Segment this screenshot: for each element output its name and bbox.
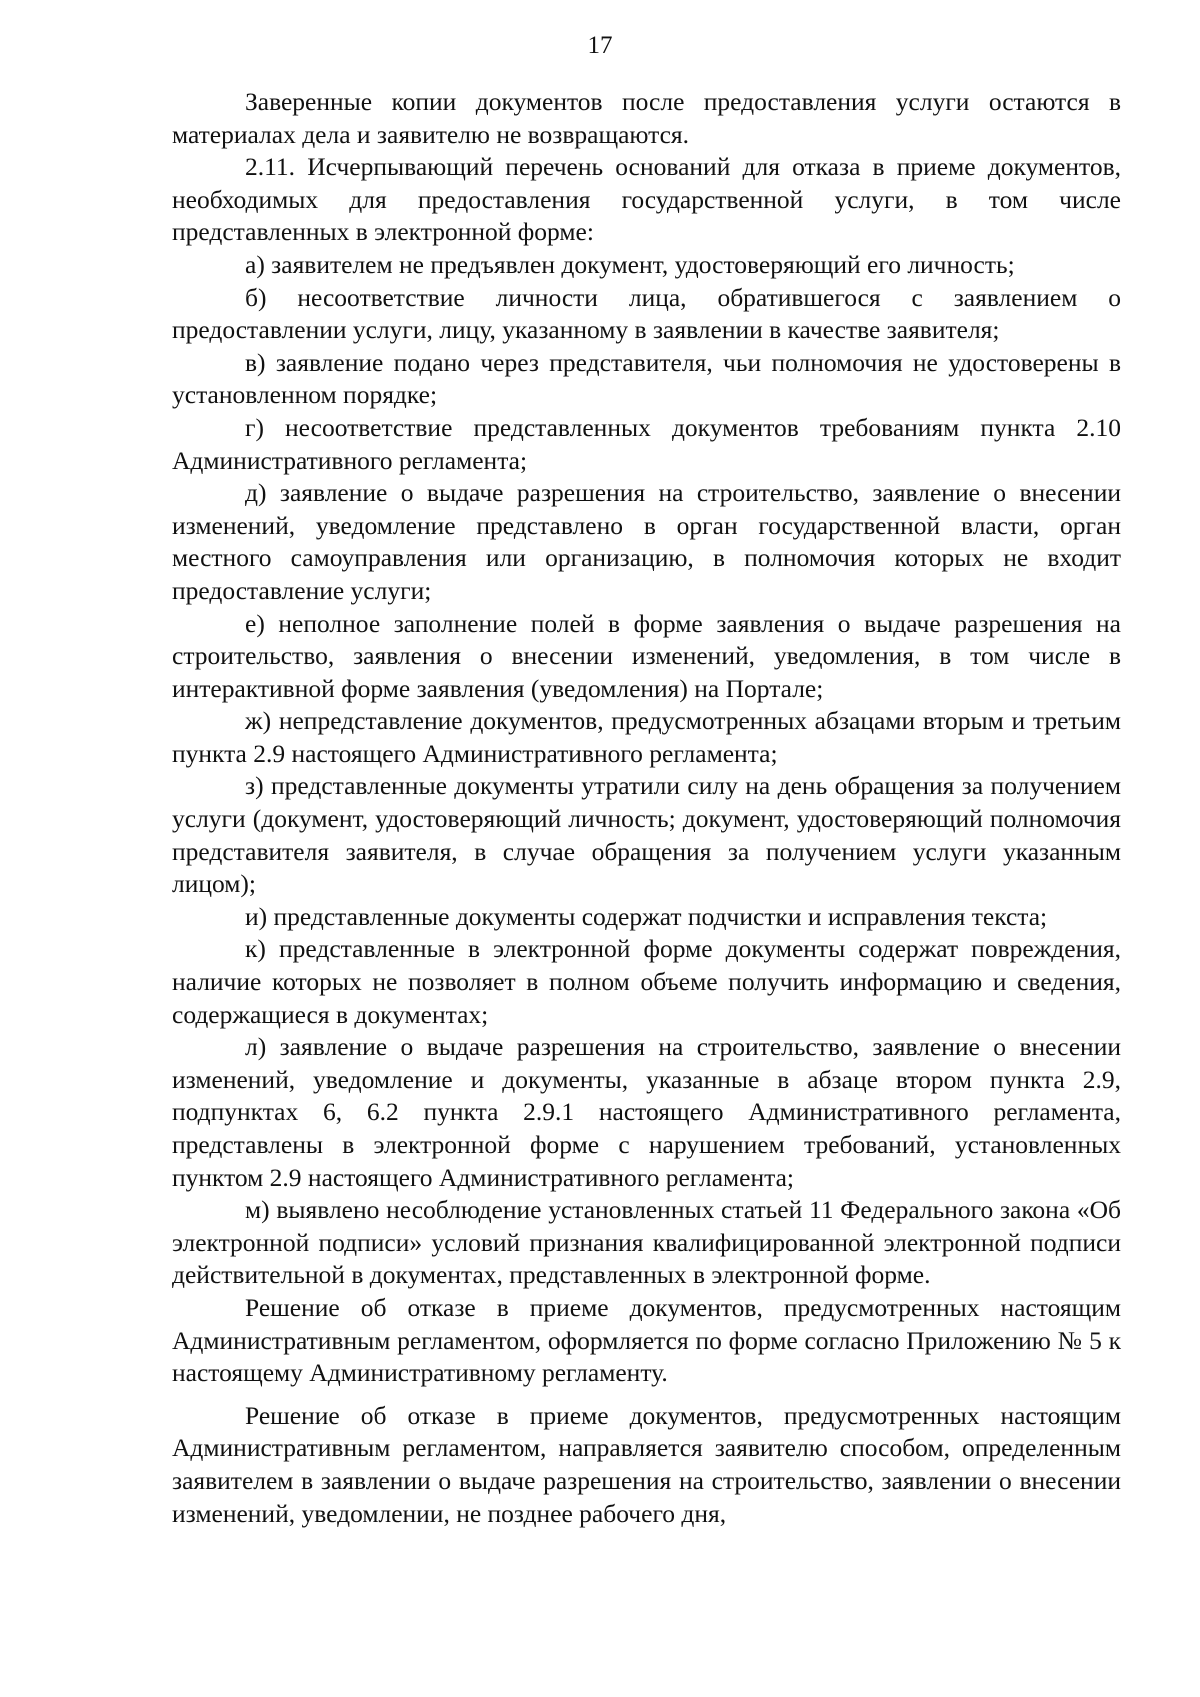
list-item-g: г) несоответствие представленных документов требованиям пункта 2.10 Административного регламента; — [172, 412, 1121, 475]
list-item-l: л) заявление о выдаче разрешения на строительство, заявление о внесении изменений, уведомление и документы, указанные в абзаце втором пункта 2.9, подпунктах 6, 6.2 пункта 2.9.1 настоящего Административного регламента, представлены в электронной форме с нарушением требований, установленных пунктом 2.9 настоящего Административного регламента; — [172, 1032, 1121, 1192]
list-item-m: м) выявлено несоблюдение установленных статьей 11 Федерального закона «Об электронной подписи» условий признания квалифицированной электронной подписи действительной в документах, представленных в электронной форме. — [172, 1195, 1121, 1290]
list-item-d: д) заявление о выдаче разрешения на строительство, заявление о внесении изменений, уведомление представлено в орган государственной власти, орган местного самоуправления или организацию, в полномочия которых не входит предоставление услуги; — [172, 478, 1121, 605]
list-item-v: в) заявление подано через представителя, чьи полномочия не удостоверены в установленном порядке; — [172, 347, 1121, 410]
list-item-z: з) представленные документы утратили силу на день обращения за получением услуги (документ, удостоверяющий личность; документ, удостоверяющий полномочия представителя заявителя, в случае обращения за получением услуги указанным лицом); — [172, 771, 1121, 899]
list-item-zh: ж) непредставление документов, предусмотренных абзацами вторым и третьим пункта 2.9 настоящего Административного регламента; — [172, 706, 1121, 768]
page-number: 17 — [587, 32, 613, 59]
paragraph-certified-copies: Заверенные копии документов после предоставления услуги остаются в материалах дела и заявителю не возвращаются. — [172, 87, 1121, 149]
paragraph-2-11-heading: 2.11. Исчерпывающий перечень оснований для отказа в приеме документов, необходимых для предоставления государственной услуги, в том числе представленных в электронной форме: — [172, 152, 1121, 247]
paragraph-refusal-delivery: Решение об отказе в приеме документов, предусмотренных настоящим Административным регламентом, направляется заявителю способом, определенным заявителем в заявлении о выдаче разрешения на строительство, заявлении о внесении изменений, уведомлении, не позднее рабочего дня, — [172, 1400, 1121, 1528]
document-body — [172, 86, 1121, 1530]
list-item-b: б) несоответствие личности лица, обратившегося с заявлением о предоставлении услуги, лицу, указанному в заявлении в качестве заявителя; — [172, 282, 1121, 345]
list-item-i: и) представленные документы содержат подчистки и исправления текста; — [245, 901, 1048, 931]
list-item-k: к) представленные в электронной форме документы содержат повреждения, наличие которых не позволяет в полном объеме получить информацию и сведения, содержащиеся в документах; — [172, 934, 1121, 1029]
list-item-e: е) неполное заполнение полей в форме заявления о выдаче разрешения на строительство, заявления о внесении изменений, уведомления, в том числе в интерактивной форме заявления (уведомления) на Портале; — [172, 608, 1121, 703]
list-item-a: а) заявителем не предъявлен документ, удостоверяющий его личность; — [245, 249, 1015, 279]
paragraph-refusal-form: Решение об отказе в приеме документов, предусмотренных настоящим Административным регламентом, оформляется по форме согласно Приложению № 5 к настоящему Административному регламенту. — [172, 1292, 1121, 1388]
